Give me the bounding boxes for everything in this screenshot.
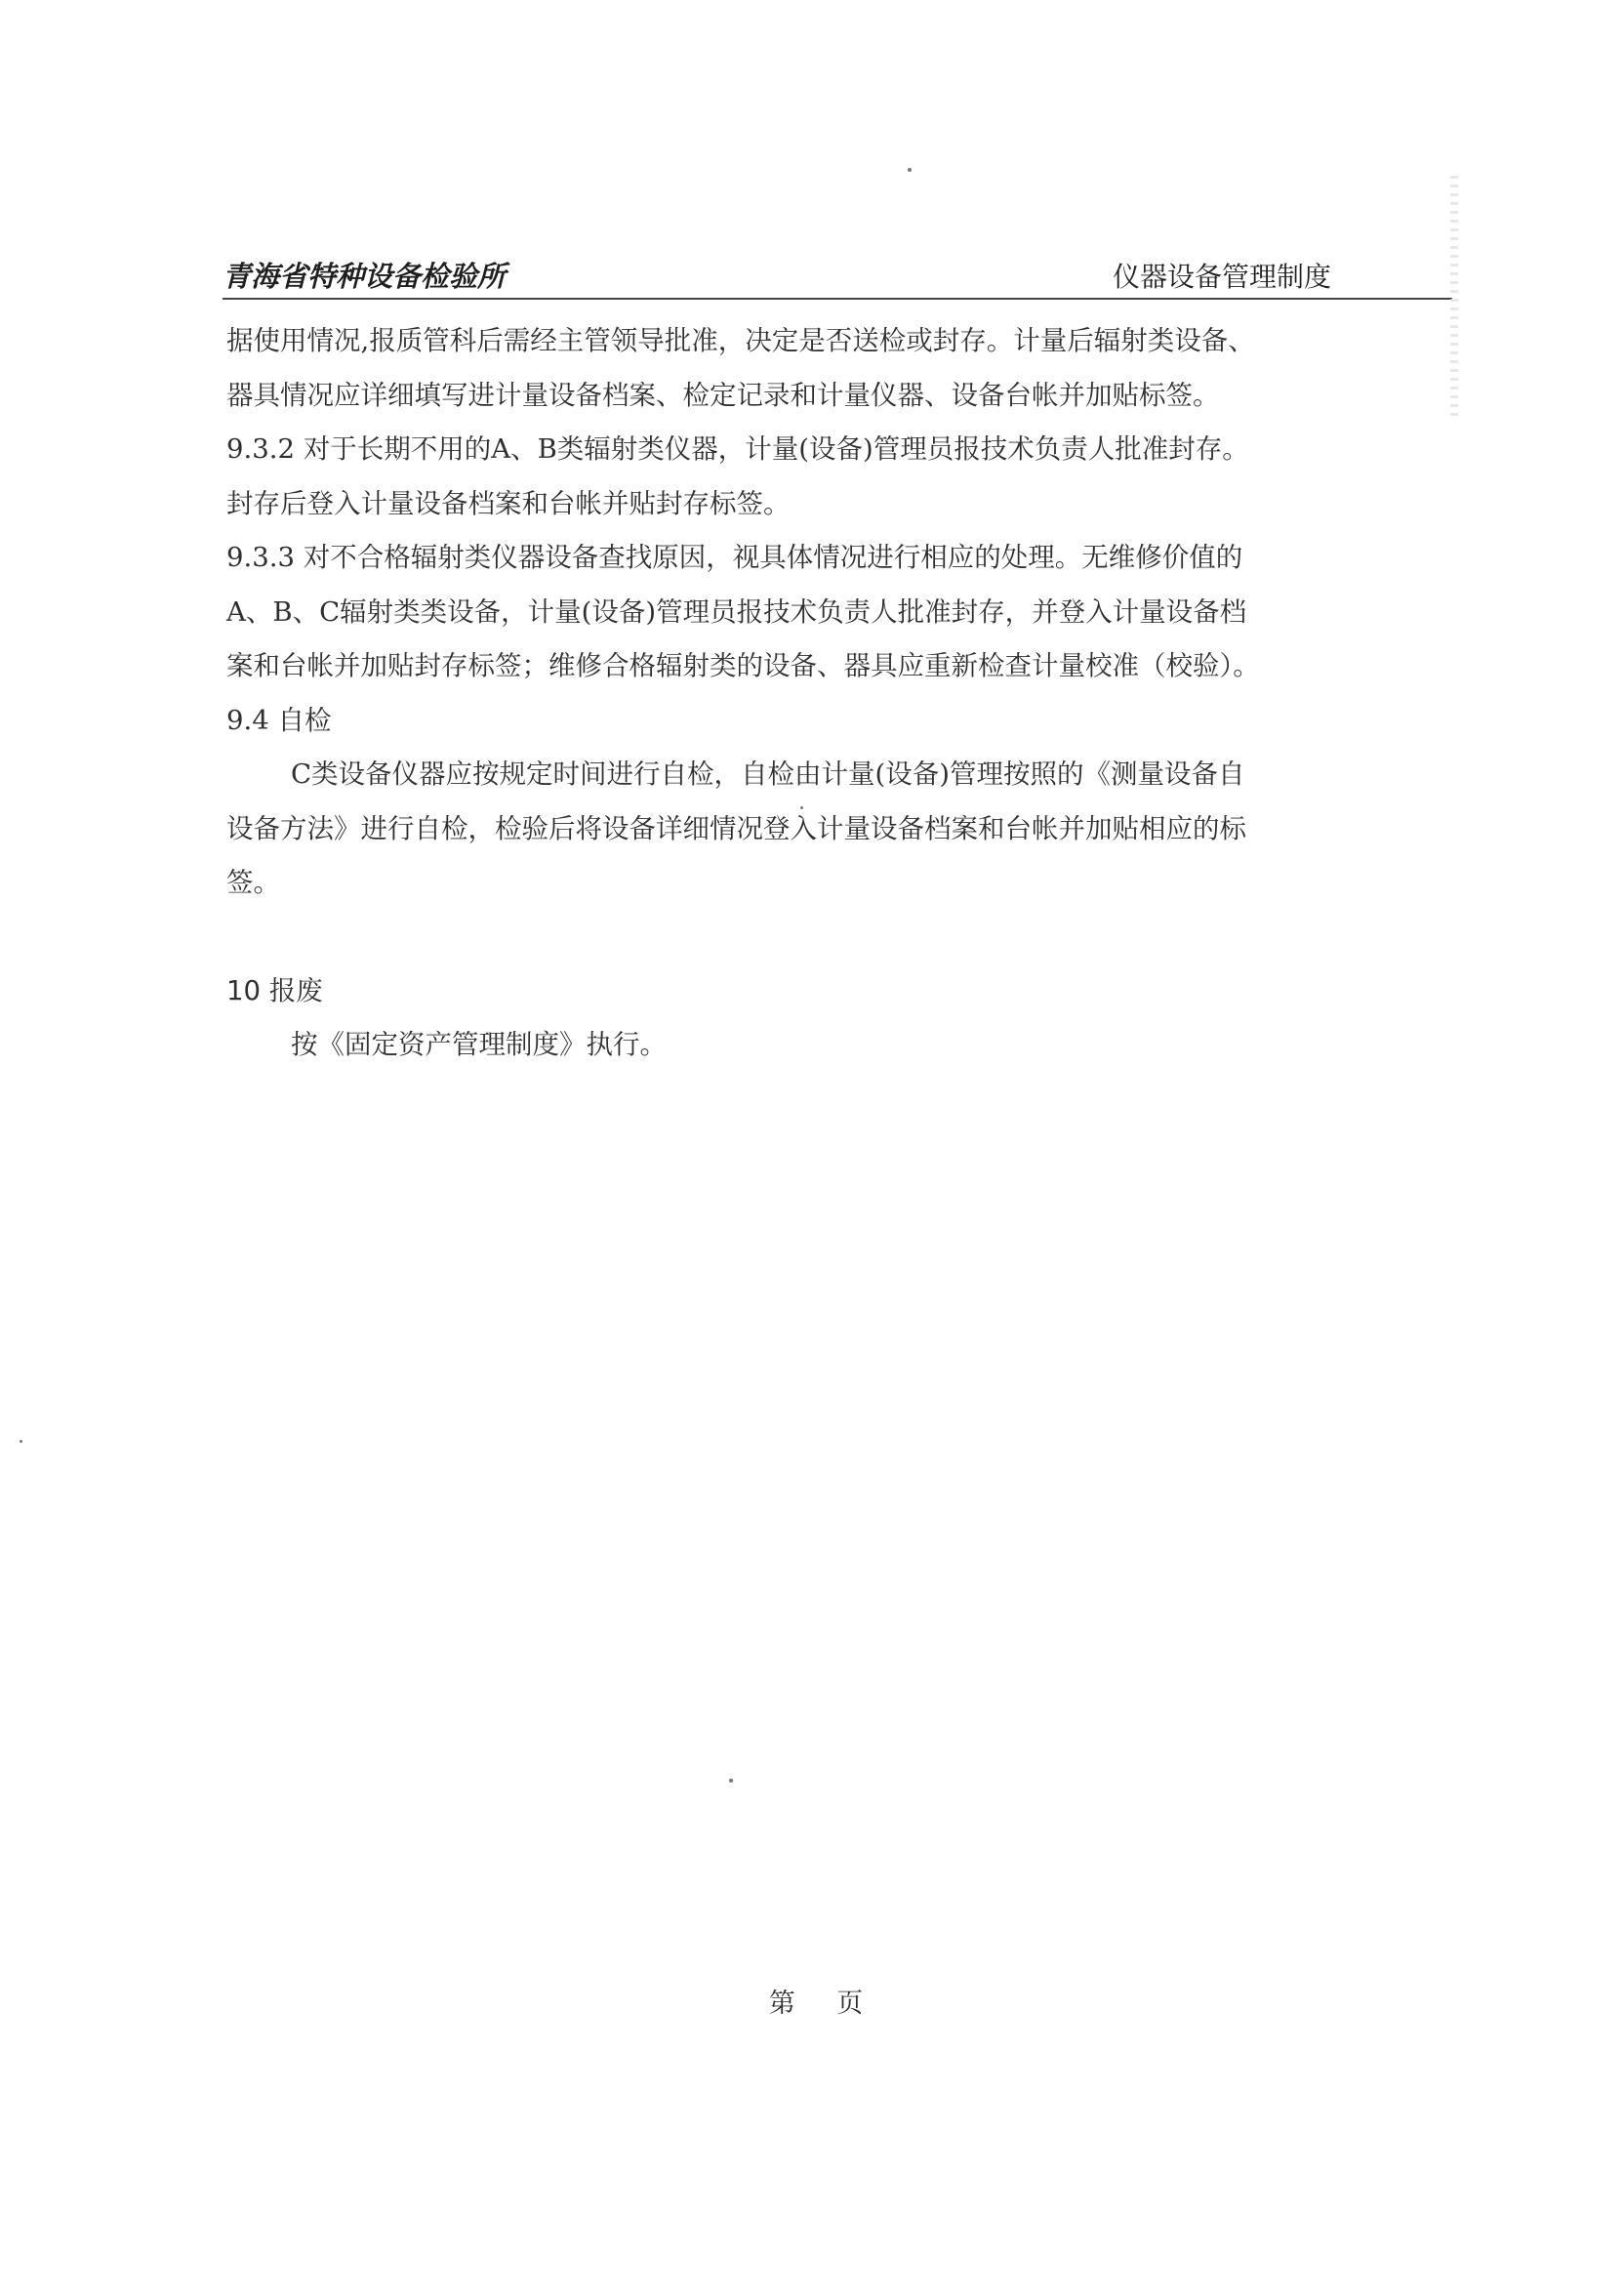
page-number-suffix: 页	[836, 1988, 864, 2019]
page-footer	[0, 1982, 1624, 2020]
scan-speck	[729, 1779, 733, 1783]
scan-artifact	[1450, 176, 1458, 420]
document-body	[226, 314, 1446, 1073]
clause-9-4-heading: 9.4 自检	[226, 704, 332, 736]
page-header	[223, 256, 1452, 295]
clause-9-3-2: 9.3.2 对于长期不用的A、B类辐射类仪器，计量(设备)管理员报技术负责人批准封存。	[226, 433, 1249, 465]
section-10-heading: 10 报废	[226, 974, 323, 1006]
paragraph-spacer	[226, 911, 1446, 964]
self-check-paragraph-line: C类设备仪器应按规定时间进行自检，自检由计量(设备)管理按照的《测量设备自	[291, 758, 1245, 790]
scan-speck	[20, 1440, 22, 1443]
scan-speck	[800, 806, 803, 809]
self-check-paragraph-line: 设备方法》进行自检，检验后将设备详细情况登入计量设备档案和台帐并加贴相应的标	[226, 812, 1246, 844]
self-check-paragraph-line: 签。	[226, 867, 280, 898]
clause-9-3-3: 9.3.3 对不合格辐射类仪器设备查找原因，视具体情况进行相应的处理。无维修价值的	[226, 542, 1243, 573]
body-line: 案和台帐并加贴封存标签；维修合格辐射类的设备、器具应重新检查计量校准（校验）。	[226, 650, 1260, 681]
body-line: 封存后登入计量设备档案和台帐并贴封存标签。	[226, 487, 791, 519]
header-divider	[223, 298, 1452, 300]
scan-speck	[908, 168, 912, 172]
document-title: 仪器设备管理制度	[1113, 261, 1332, 293]
section-10-text: 按《固定资产管理制度》执行。	[291, 1029, 667, 1060]
organization-name: 青海省特种设备检验所	[223, 260, 507, 293]
page-number-prefix: 第	[768, 1988, 795, 2019]
body-line: 据使用情况,报质管科后需经主管领导批准，决定是否送检或封存。计量后辐射类设备、	[226, 325, 1255, 356]
body-line: A、B、C辐射类类设备，计量(设备)管理员报技术负责人批准封存，并登入计量设备档	[226, 595, 1247, 628]
body-line: 器具情况应详细填写进计量设备档案、检定记录和计量仪器、设备台帐并加贴标签。	[226, 379, 1220, 411]
